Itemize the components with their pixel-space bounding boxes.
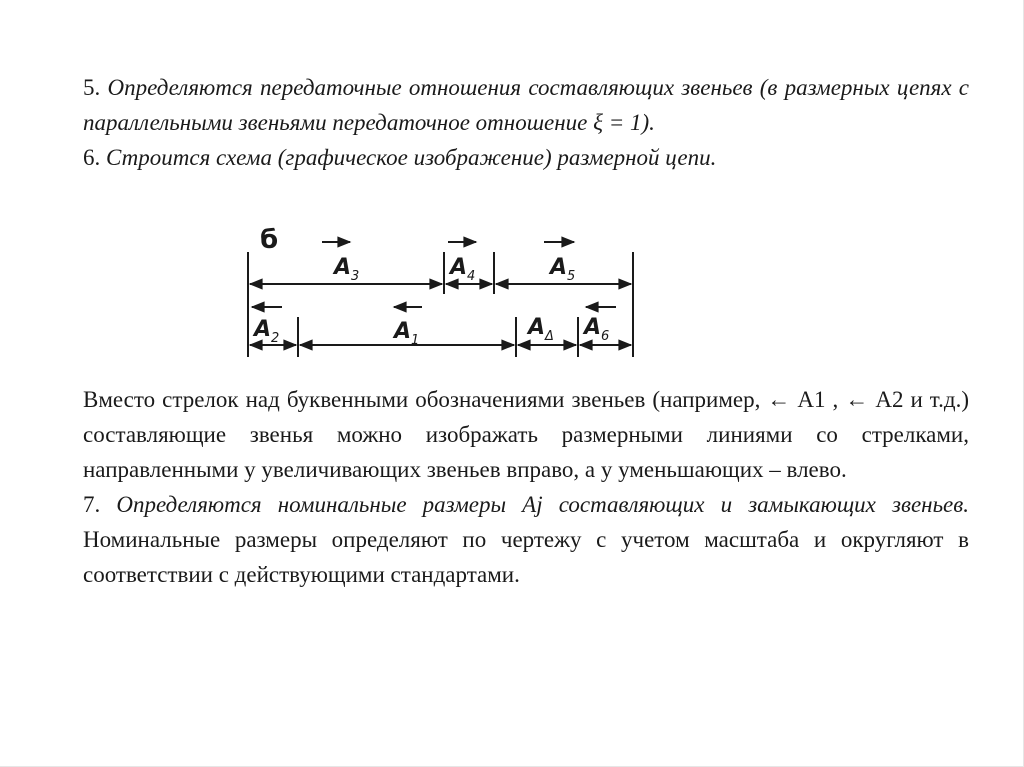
link-label-a1: $A_1$ bbox=[394, 319, 420, 348]
step-7-italic: Определяются номинальные размеры Aj составляющих и замыкающих звеньев. bbox=[116, 492, 969, 517]
steps-5-6 bbox=[83, 70, 969, 175]
link-label-a6: $A_6$ bbox=[584, 315, 610, 344]
link-label-a2: $A_2$ bbox=[254, 317, 280, 346]
diagram-label: б bbox=[260, 225, 279, 255]
step-6 bbox=[83, 140, 969, 175]
step-5 bbox=[83, 70, 969, 140]
step-6-text: Строится схема (графическое изображение) размерной цепи. bbox=[106, 145, 717, 170]
link-label-a-delta: $A_\Delta$ bbox=[528, 315, 554, 344]
link-label-a5: $A_5$ bbox=[550, 255, 576, 284]
step-5-number: 5. bbox=[83, 75, 101, 100]
dimension-chain-diagram bbox=[238, 222, 648, 362]
step-6-number: 6. bbox=[83, 145, 101, 170]
link-label-a4: $A_4$ bbox=[450, 255, 476, 284]
link-label-a3: $A_3$ bbox=[334, 255, 360, 284]
step-7 bbox=[83, 487, 969, 592]
paragraph-arrows: Вместо стрелок над буквенными обозначениями звеньев (например, ← А1 , ← А2 и т.д.) составляющие звенья можно изображать размерными линиями со стрелками, направленными у увеличивающих звеньев вправо, а у уменьшающих – влево. bbox=[83, 387, 969, 482]
step-5-text: Определяются передаточные отношения составляющих звеньев (в размерных цепях с параллельными звеньями передаточное отношение ξ = 1). bbox=[83, 75, 970, 135]
step-7-text: Номинальные размеры определяют по чертежу с учетом масштаба и округляют в соответствии с действующими стандартами. bbox=[83, 527, 969, 587]
step-7-number: 7. bbox=[83, 492, 101, 517]
text-block-bottom bbox=[83, 382, 969, 592]
